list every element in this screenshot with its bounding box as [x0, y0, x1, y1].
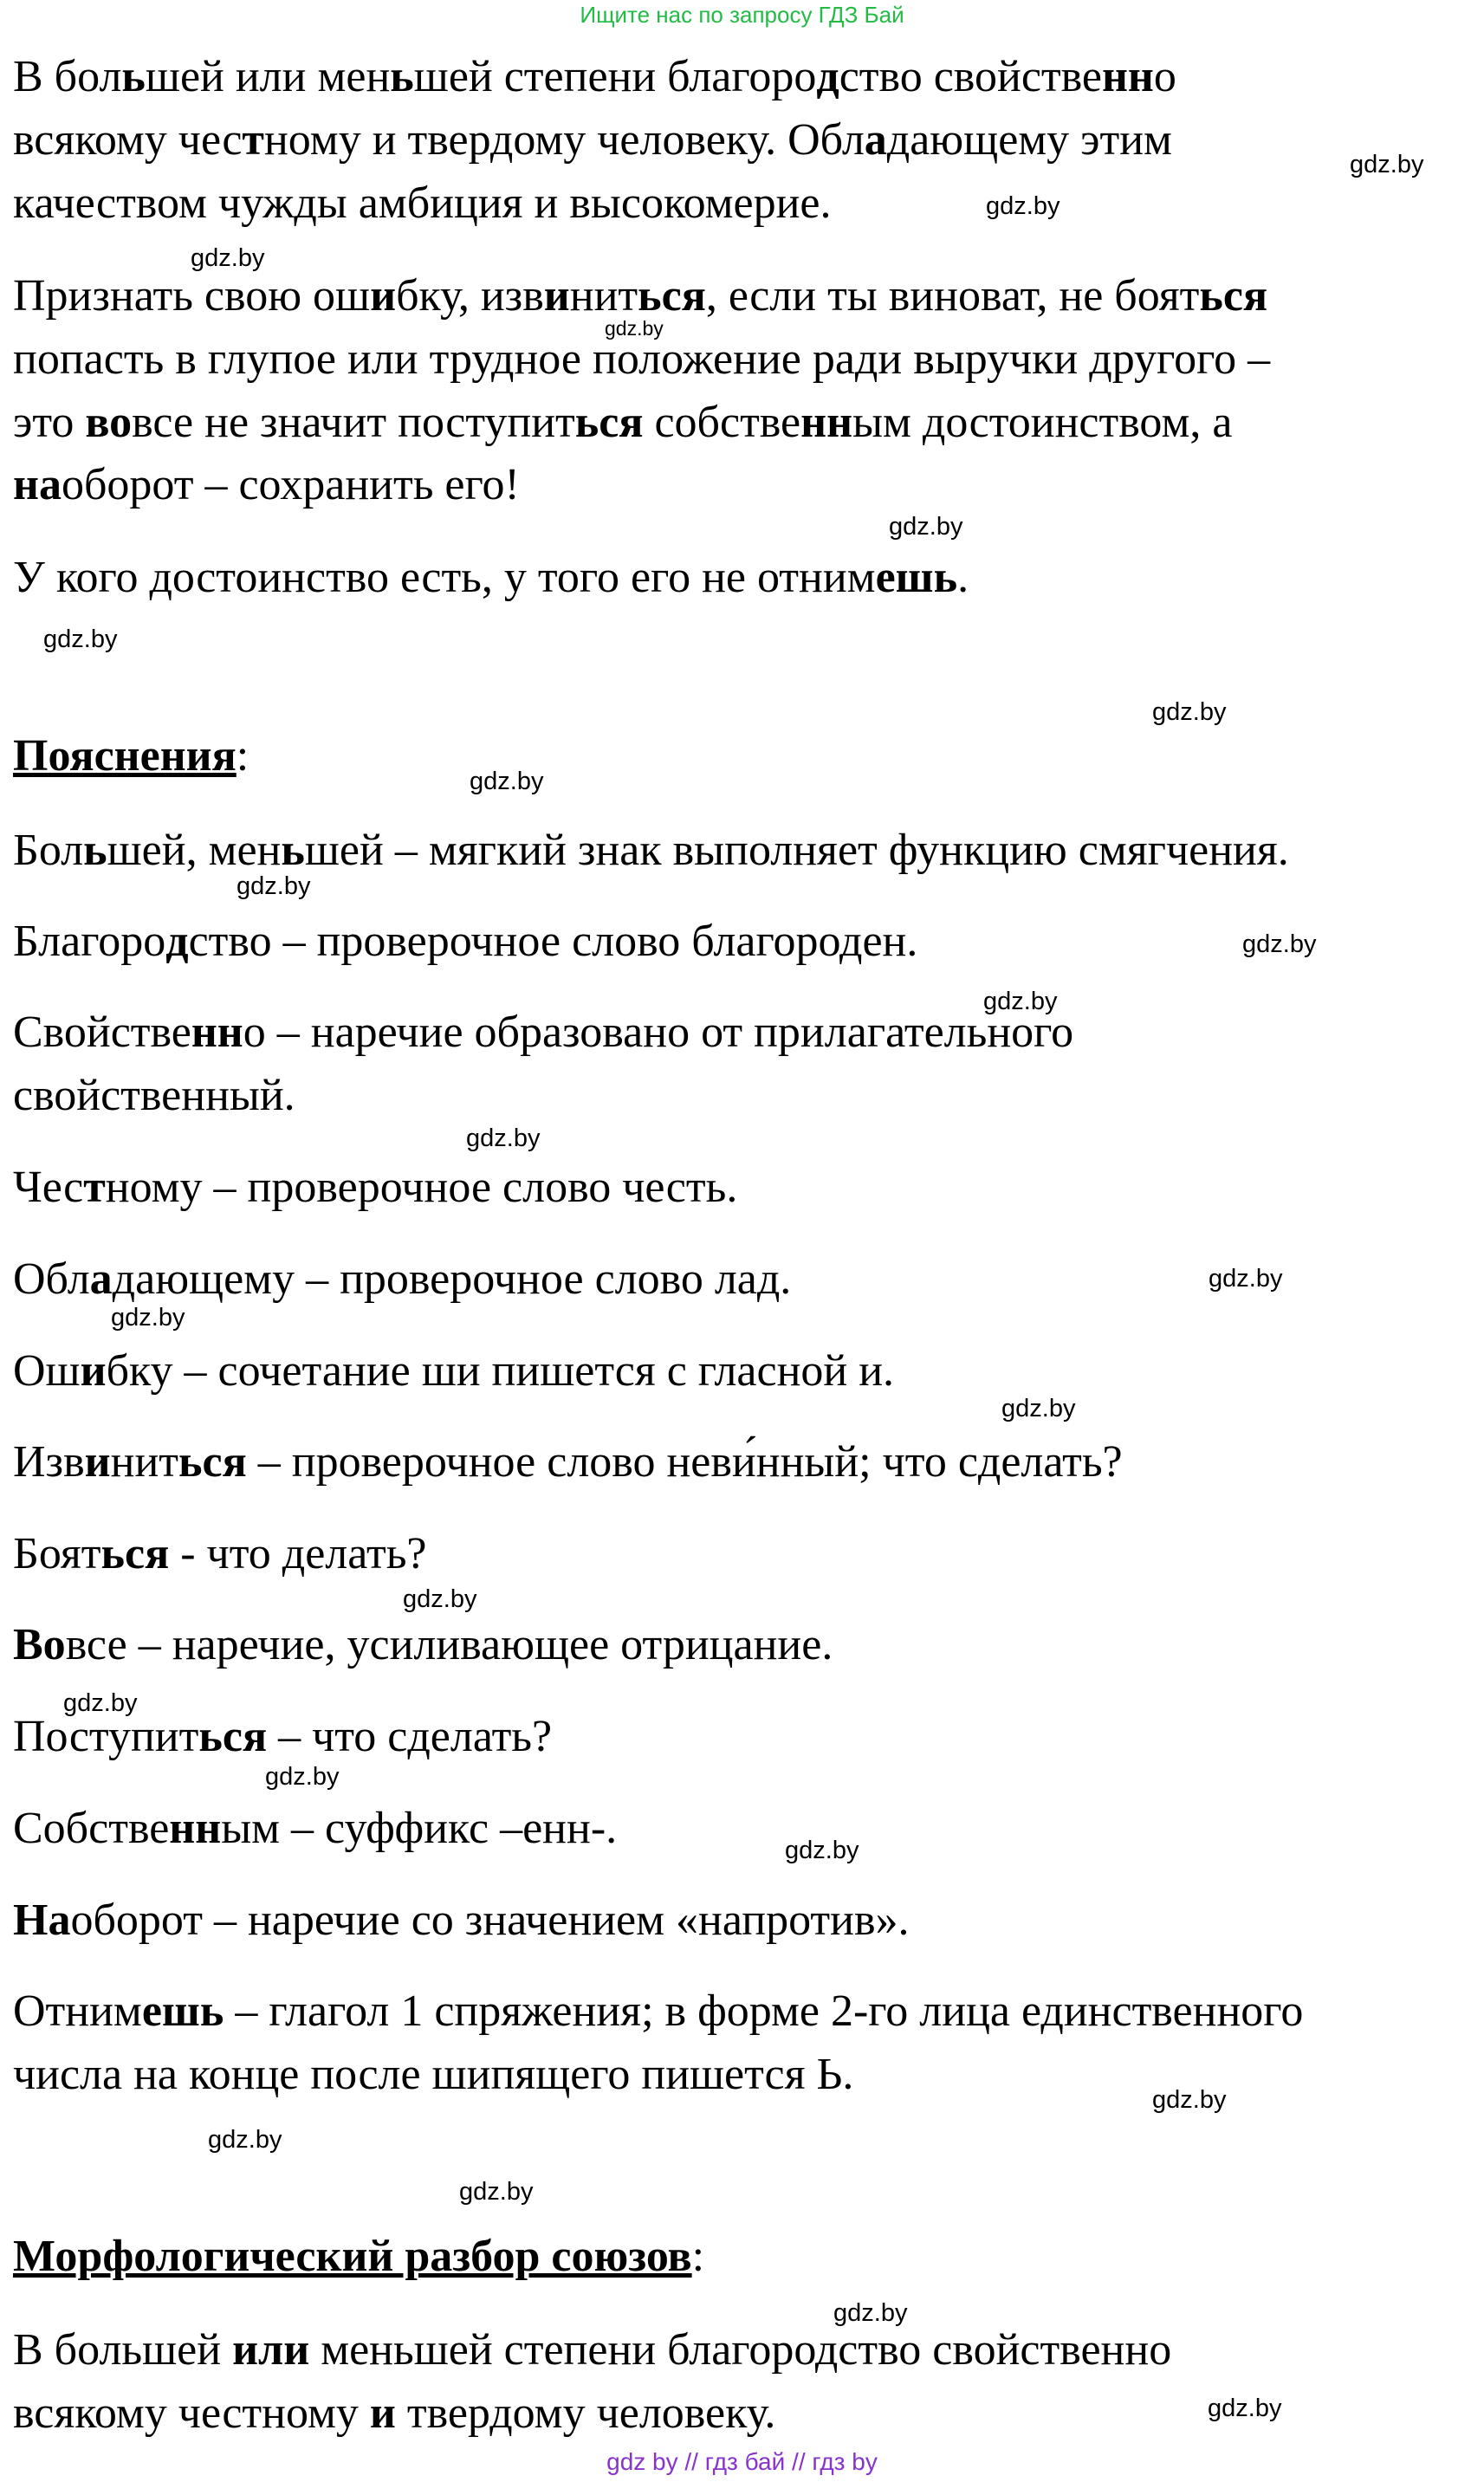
- paragraph-2-line-2: попасть в глупое или трудное положение ради выручки другого –: [13, 334, 1271, 384]
- watermark: gdz.by: [466, 1124, 541, 1152]
- watermark: gdz.by: [1001, 1395, 1076, 1422]
- explanations-heading: Пояснения:: [13, 731, 249, 781]
- explanation-item: Свойственно – наречие образовано от прилагательного: [13, 1008, 1074, 1057]
- explanation-item: Честному – проверочное слово честь.: [13, 1163, 738, 1212]
- explanation-item: Обладающему – проверочное слово лад.: [13, 1254, 792, 1304]
- watermark: gdz.by: [265, 1763, 340, 1791]
- watermark: gdz.by: [1242, 930, 1317, 958]
- explanation-item: Вовсе – наречие, усиливающее отрицание.: [13, 1620, 833, 1669]
- watermark: gdz.by: [111, 1304, 185, 1332]
- watermark: gdz.by: [237, 872, 311, 900]
- search-hint-link[interactable]: Ищите нас по запросу ГДЗ Бай: [580, 2, 904, 28]
- morphology-heading: Морфологический разбор союзов:: [13, 2232, 705, 2281]
- watermark: gdz.by: [1208, 2395, 1282, 2422]
- morphology-line-1: В большей или меньшей степени благородство свойственно: [13, 2325, 1172, 2375]
- explanation-item: Ошибку – сочетание ши пишется с гласной и.: [13, 1346, 895, 1396]
- morphology-line-2: всякому честному и твердому человеку.: [13, 2388, 776, 2438]
- paragraph-2-line-1: Признать свою ошибку, извиниться, если ты виноват, не бояться: [13, 271, 1268, 321]
- explanation-item: Извиниться – проверочное слово неви́нный; что сделать?: [13, 1437, 1123, 1487]
- explanation-item: Поступиться – что сделать?: [13, 1712, 553, 1761]
- explanation-item-continuation: свойственный.: [13, 1071, 295, 1120]
- paragraph-3: У кого достоинство есть, у того его не отнимешь.: [13, 553, 969, 602]
- watermark: gdz.by: [470, 768, 544, 795]
- explanation-item: Благородство – проверочное слово благороден.: [13, 917, 918, 966]
- explanation-item: Бояться - что делать?: [13, 1529, 427, 1578]
- paragraph-1-line-3: качеством чужды амбиция и высокомерие.: [13, 178, 832, 228]
- watermark: gdz.by: [191, 244, 265, 272]
- paragraph-1-line-1: В большей или меньшей степени благородство свойственно: [13, 52, 1176, 101]
- watermark: gdz.by: [785, 1837, 859, 1864]
- watermark: gdz.by: [1152, 2086, 1227, 2114]
- watermark: gdz.by: [889, 513, 963, 541]
- watermark: gdz.by: [63, 1689, 138, 1717]
- watermark: gdz.by: [983, 988, 1058, 1015]
- explanation-item: Собственным – суффикс –енн-.: [13, 1804, 618, 1853]
- watermark: gdz.by: [986, 192, 1060, 220]
- footer-sites: gdz by // гдз бай // гдз by: [606, 2448, 878, 2475]
- watermark: gdz.by: [833, 2299, 908, 2327]
- paragraph-2-line-3: это вовсе не значит поступиться собственным достоинством, а: [13, 398, 1233, 447]
- watermark: gdz.by: [43, 625, 118, 653]
- explanation-item: Наоборот – наречие со значением «напротив».: [13, 1896, 910, 1945]
- watermark: gdz.by: [208, 2126, 282, 2154]
- watermark: gdz.by: [403, 1585, 477, 1613]
- watermark: gdz.by: [1350, 151, 1424, 178]
- explanation-item: Большей, меньшей – мягкий знак выполняет функцию смягчения.: [13, 826, 1289, 875]
- watermark: gdz.by: [1152, 698, 1227, 726]
- explanation-item: Отнимешь – глагол 1 спряжения; в форме 2-го лица единственного: [13, 1986, 1304, 2036]
- paragraph-1-line-2: всякому честному и твердому человеку. Обладающему этим: [13, 115, 1172, 165]
- watermark: gdz.by: [1209, 1265, 1283, 1293]
- explanation-item-continuation: числа на конце после шипящего пишется Ь.: [13, 2050, 854, 2099]
- watermark: gdz.by: [459, 2178, 534, 2206]
- paragraph-2-line-4: наоборот – сохранить его!: [13, 460, 520, 509]
- watermark: gdz.by: [605, 317, 664, 340]
